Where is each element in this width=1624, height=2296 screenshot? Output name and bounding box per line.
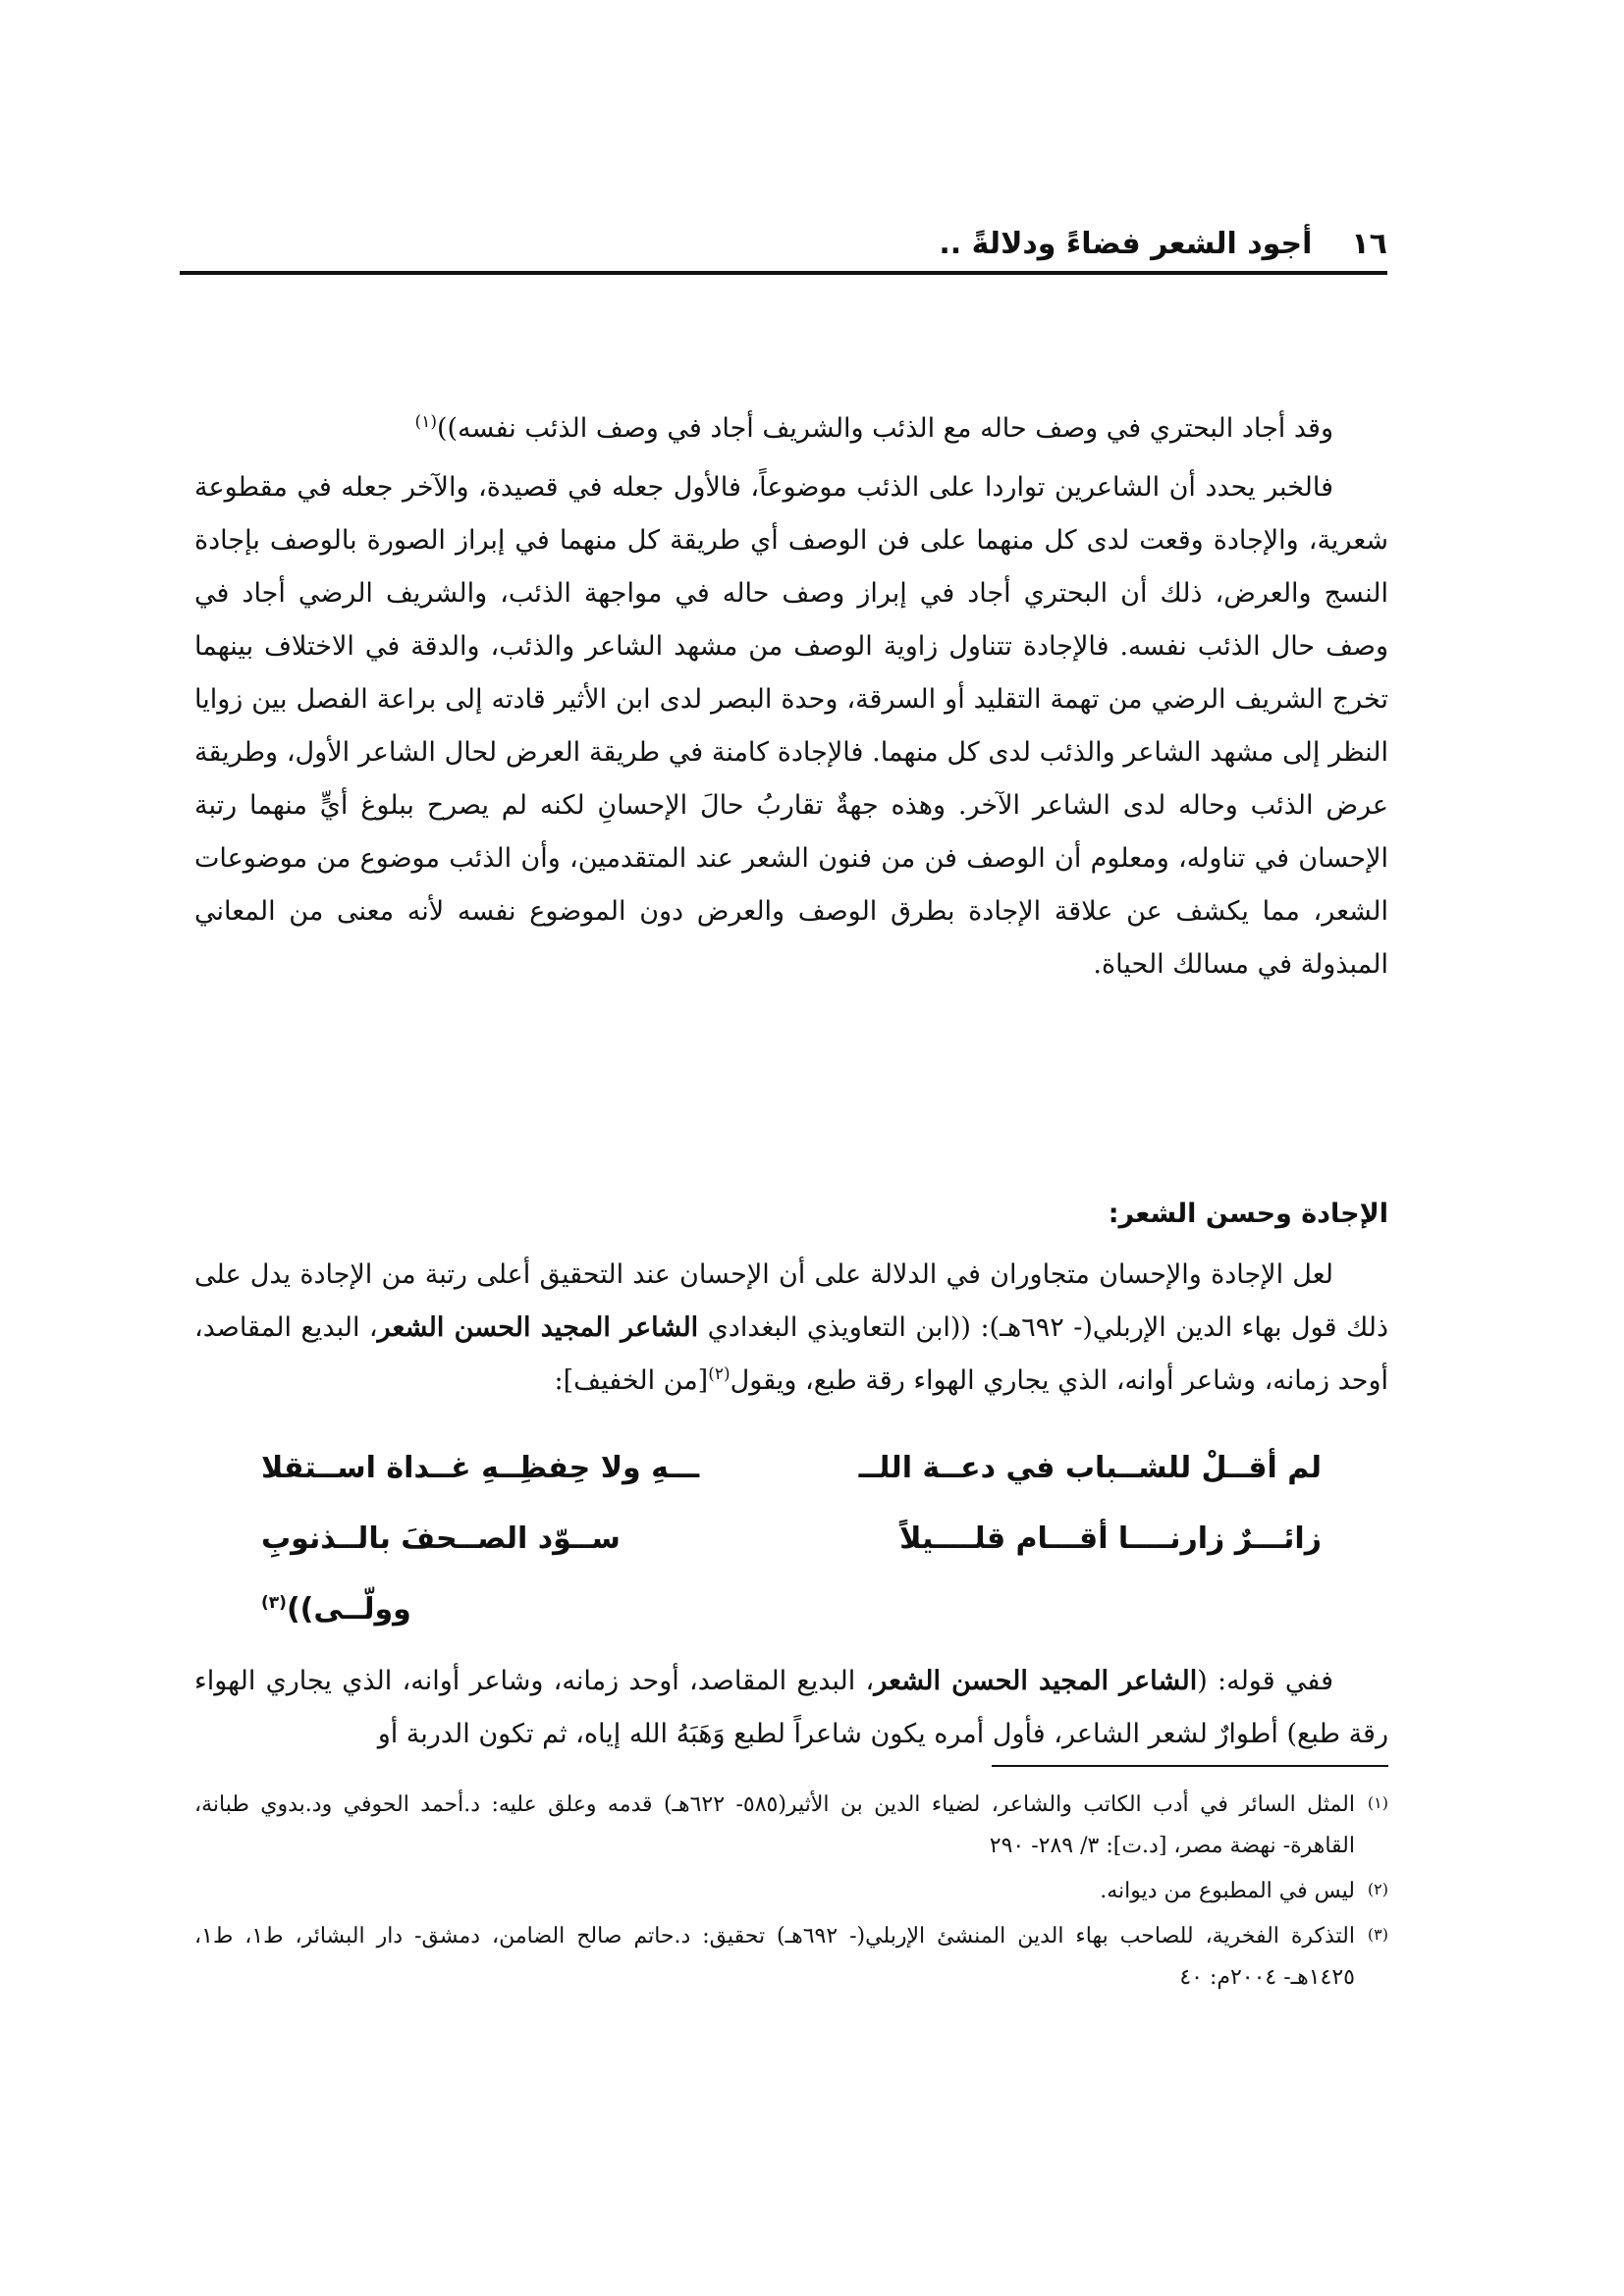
paragraph: فالخبر يحدد أن الشاعرين تواردا على الذئب موضوعاً، فالأول جعله في قصيدة، والآخر جعله في مقطوعة شعرية، والإجادة وقعت لدى كل منهما على فن الوصف أي طريقة كل منهما في إبراز الصورة بالوصف بإجادة النسج والعرض، ذلك أن البحتري أجاد في إبراز وصف حاله في مواجهة الذئب، والشريف الرضي أجاد في وصف حال الذئب نفسه. فالإجادة تتناول زاوية الوصف من مشهد الشاعر والذئب، والدقة في الاختلاف بينهما تخرج الشريف الرضي من تهمة التقليد أو السرقة، وحدة البصر لدى ابن الأثير قادته إلى براعة الفصل بين زوايا النظر إلى مشهد الشاعر والذئب لدى كل منهما. فالإجادة كامنة في طريقة العرض لحال الشاعر الأول، وطريقة عرض الذئب وحاله لدى الشاعر الآخر. وهذه جهةٌ تقاربُ حالَ الإحسانِ لكنه لم يصرح ببلوغ أيٍّ منهما رتبة الإحسان في تناوله، ومعلوم أن الوصف فن من فنون الشعر عند المتقدمين، وأن الذئب موضوع من موضوعات الشعر، مما يكشف عن علاقة الإجادة بطرق الوصف والعرض دون الموضوع نفسه لأنه معنى من المعاني المبذولة في مسالك الحياة. — [194, 472, 1388, 980]
after-text-a: ففي قوله: ( — [1197, 1666, 1333, 1696]
footnote-ref-1: (١) — [414, 412, 437, 432]
verse — [261, 1433, 1322, 1504]
body-text — [194, 402, 1388, 991]
footnote-ref-3: (٣) — [261, 1593, 287, 1613]
footnote — [194, 1871, 1388, 1912]
footnote-mark: (١) — [1367, 1793, 1388, 1812]
quote-end-text: وقد أجاد البحتري في وصف حاله مع الذئب والشريف أجاد في وصف الذئب نفسه)) — [436, 413, 1333, 444]
section-title: الإجادة وحسن الشعر: — [1108, 1199, 1388, 1229]
footnote-text: ليس في المطبوع من ديوانه. — [1100, 1879, 1355, 1903]
quote-end-line — [194, 402, 1388, 455]
verse-second-hemistich: ـــهِ ولا حِفظِــهِ غــداة اســتقلا — [261, 1451, 700, 1485]
running-title: أجود الشعر فضاءً ودلالةً .. — [939, 226, 1313, 261]
footnote-ref-2: (٢) — [708, 1364, 731, 1384]
footnote — [194, 1785, 1388, 1867]
intro-bold: الشاعر المجيد الحسن الشعر — [377, 1312, 699, 1343]
footnote-text: المثل السائر في أدب الكاتب والشاعر، لضياء الدين بن الأثير(٥٨٥- ٦٢٢هـ) قدمه وعلق عليه: د.أحمد الحوفي ود.بدوي طبانة، القاهرة- نهضة مصر، [د.ت]: ٣/ ٢٨٩- ٢٩٠ — [194, 1792, 1355, 1858]
verse — [261, 1504, 1322, 1645]
footnote-text: التذكرة الفخرية، للصاحب بهاء الدين المنشئ الإربلي(- ٦٩٢هـ) تحقيق: د.حاتم صالح الضامن، دمشق- دار البشائر، ط١، ط١، ١٤٢٥هـ- ٢٠٠٤م: ٤٠ — [194, 1924, 1355, 1990]
page-number: ١٦ — [1351, 226, 1387, 261]
after-text-b: ، البديع المقاصد، أوحد زمانه، وشاعر أوانه، الذي يجاري الهواء رقة طبع) أطوارٌ لشعر الشاعر، فأول أمره يكون شاعراً لطبع وَهَبَهُ الله إياه، ثم تكون الدربة أو — [194, 1666, 1388, 1749]
verse-first-hemistich: زائـــرٌ زارنــــا أقـــام قلــــيلاً — [899, 1522, 1322, 1556]
intro-text-b: ، البديع المقاصد، أوحد زمانه، وشاعر أوانه، الذي يجاري الهواء رقة طبع، ويقول — [194, 1312, 1388, 1396]
footnote-mark: (٢) — [1367, 1880, 1388, 1898]
footnotes — [194, 1785, 1388, 2002]
verse-second-text: ســوّد الصــحفَ بالــذنوبِ وولّــى)) — [261, 1522, 621, 1627]
running-header — [180, 218, 1387, 269]
footnote — [194, 1916, 1388, 1999]
intro-text-c: [من الخفيف]: — [554, 1365, 709, 1396]
verse-first-hemistich: لم أقــلْ للشــباب في دعــة اللــ — [858, 1451, 1322, 1485]
intro-text-a: لعل الإجادة والإحسان متجاوران في الدلالة على أن الإحسان عند التحقيق أعلى رتبة من الإجادة يدل على ذلك قول بهاء الدين الإربلي(- ٦٩٢هـ): ((ابن التعاويذي البغدادي — [194, 1259, 1388, 1343]
header-rule — [180, 271, 1387, 275]
footnote-mark: (٣) — [1367, 1925, 1388, 1944]
section-intro — [194, 1249, 1388, 1408]
footnote-rule — [992, 1765, 1388, 1767]
verse-second-hemistich — [261, 1504, 752, 1645]
section — [194, 1190, 1388, 1761]
poem — [261, 1433, 1322, 1645]
section-after-poem — [194, 1655, 1388, 1761]
after-bold: الشاعر المجيد الحسن الشعر — [874, 1666, 1198, 1696]
